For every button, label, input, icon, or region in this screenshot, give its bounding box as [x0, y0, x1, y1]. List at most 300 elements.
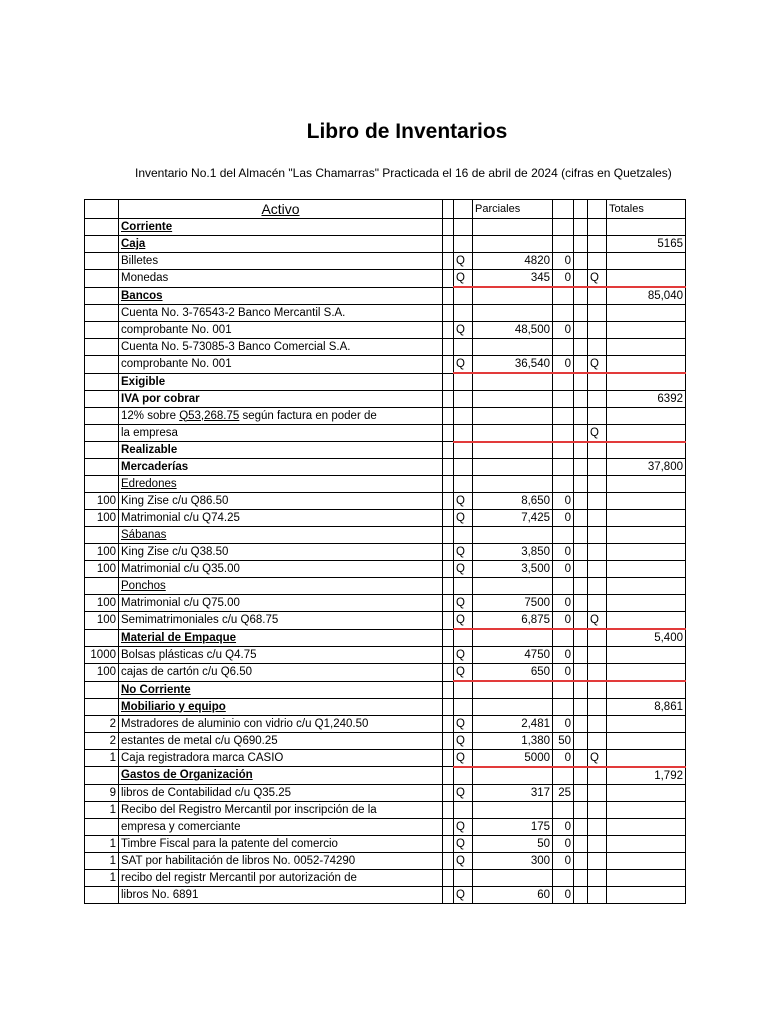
row-currency-parcial	[454, 869, 473, 886]
row-quantity	[85, 390, 119, 407]
row-parcial-cents	[553, 390, 574, 407]
row-spacer	[443, 339, 454, 356]
row-spacer	[574, 253, 588, 270]
row-spacer	[574, 270, 588, 288]
row-currency-total	[588, 253, 607, 270]
row-parcial-amount: 650	[473, 664, 553, 682]
row-parcial-amount: 7,425	[473, 510, 553, 527]
row-parcial-cents	[553, 219, 574, 236]
row-parcial-amount	[473, 767, 553, 785]
row-parcial-amount	[473, 339, 553, 356]
inventory-table	[84, 199, 686, 904]
row-spacer	[443, 732, 454, 749]
row-parcial-amount	[473, 236, 553, 253]
row-description: SAT por habilitación de libros No. 0052-74290	[119, 852, 443, 869]
table-row	[85, 612, 686, 630]
row-total-amount	[607, 835, 686, 852]
table-row	[85, 424, 686, 442]
table-row	[85, 647, 686, 664]
table-row	[85, 270, 686, 288]
row-currency-total	[588, 287, 607, 305]
row-currency-total: Q	[588, 612, 607, 630]
row-total-amount	[607, 681, 686, 698]
table-row	[85, 818, 686, 835]
row-description	[119, 407, 443, 424]
row-parcial-amount	[473, 424, 553, 442]
row-spacer	[443, 886, 454, 903]
row-parcial-cents	[553, 305, 574, 322]
row-parcial-amount: 8,650	[473, 493, 553, 510]
row-currency-total	[588, 373, 607, 390]
row-description: comprobante No. 001	[119, 322, 443, 339]
row-currency-parcial	[454, 373, 473, 390]
row-spacer	[574, 578, 588, 595]
row-description: Cuenta No. 5-73085-3 Banco Comercial S.A.	[119, 339, 443, 356]
row-quantity	[85, 236, 119, 253]
row-description: King Zise c/u Q86.50	[119, 493, 443, 510]
row-total-amount	[607, 424, 686, 442]
table-row	[85, 322, 686, 339]
row-quantity	[85, 442, 119, 459]
row-description: King Zise c/u Q38.50	[119, 544, 443, 561]
row-currency-total: Q	[588, 356, 607, 374]
row-description: Ponchos	[119, 578, 443, 595]
row-parcial-amount	[473, 373, 553, 390]
row-total-amount	[607, 356, 686, 374]
table-row	[85, 219, 686, 236]
row-total-amount	[607, 476, 686, 493]
row-spacer	[443, 493, 454, 510]
row-quantity	[85, 527, 119, 544]
row-parcial-amount	[473, 219, 553, 236]
row-spacer	[443, 424, 454, 442]
row-parcial-cents: 0	[553, 715, 574, 732]
row-currency-parcial	[454, 681, 473, 698]
row-description: Matrimonial c/u Q75.00	[119, 595, 443, 612]
row-parcial-cents: 0	[553, 270, 574, 288]
row-description: No Corriente	[119, 681, 443, 698]
row-spacer	[574, 373, 588, 390]
row-currency-parcial: Q	[454, 715, 473, 732]
row-spacer	[574, 852, 588, 869]
row-currency-total	[588, 510, 607, 527]
row-currency-total	[588, 476, 607, 493]
row-description: Caja	[119, 236, 443, 253]
row-currency-total: Q	[588, 424, 607, 442]
row-quantity	[85, 270, 119, 288]
row-total-amount	[607, 373, 686, 390]
row-currency-total	[588, 561, 607, 578]
row-parcial-amount	[473, 305, 553, 322]
table-row	[85, 784, 686, 801]
row-spacer	[574, 407, 588, 424]
table-row	[85, 578, 686, 595]
row-spacer	[443, 852, 454, 869]
row-parcial-amount: 1,380	[473, 732, 553, 749]
row-currency-parcial: Q	[454, 664, 473, 682]
row-description: Mobiliario y equipo	[119, 698, 443, 715]
row-quantity	[85, 629, 119, 647]
row-spacer	[574, 818, 588, 835]
row-quantity: 100	[85, 595, 119, 612]
row-quantity	[85, 818, 119, 835]
row-currency-total	[588, 322, 607, 339]
row-quantity	[85, 356, 119, 374]
row-currency-parcial	[454, 407, 473, 424]
row-parcial-cents	[553, 407, 574, 424]
row-total-amount	[607, 493, 686, 510]
row-parcial-cents	[553, 459, 574, 476]
row-currency-total	[588, 493, 607, 510]
row-parcial-amount: 2,481	[473, 715, 553, 732]
row-spacer	[574, 442, 588, 459]
row-quantity	[85, 322, 119, 339]
header-spacer-cell	[443, 200, 454, 219]
row-spacer	[443, 219, 454, 236]
row-currency-parcial	[454, 287, 473, 305]
row-currency-total	[588, 527, 607, 544]
row-parcial-amount	[473, 578, 553, 595]
row-description: Corriente	[119, 219, 443, 236]
table-header-row	[85, 200, 686, 219]
row-quantity: 100	[85, 544, 119, 561]
table-row	[85, 407, 686, 424]
row-parcial-cents: 0	[553, 612, 574, 630]
row-description: IVA por cobrar	[119, 390, 443, 407]
row-total-amount	[607, 578, 686, 595]
row-total-amount	[607, 270, 686, 288]
table-row	[85, 869, 686, 886]
row-currency-parcial: Q	[454, 886, 473, 903]
row-quantity	[85, 219, 119, 236]
table-row	[85, 852, 686, 869]
table-row	[85, 339, 686, 356]
row-parcial-amount: 300	[473, 852, 553, 869]
row-parcial-cents: 0	[553, 664, 574, 682]
row-description: Semimatrimoniales c/u Q68.75	[119, 612, 443, 630]
table-row	[85, 749, 686, 767]
row-currency-parcial: Q	[454, 749, 473, 767]
row-total-amount	[607, 561, 686, 578]
row-currency-total	[588, 732, 607, 749]
row-quantity	[85, 476, 119, 493]
row-total-amount	[607, 322, 686, 339]
row-quantity	[85, 407, 119, 424]
header-spacer-cell	[574, 200, 588, 219]
row-quantity: 1000	[85, 647, 119, 664]
row-currency-parcial	[454, 339, 473, 356]
row-parcial-cents	[553, 339, 574, 356]
row-currency-parcial	[454, 767, 473, 785]
row-spacer	[574, 869, 588, 886]
row-parcial-cents	[553, 698, 574, 715]
row-parcial-cents	[553, 629, 574, 647]
row-spacer	[574, 424, 588, 442]
row-spacer	[443, 476, 454, 493]
row-parcial-amount: 60	[473, 886, 553, 903]
row-description: Matrimonial c/u Q35.00	[119, 561, 443, 578]
row-spacer	[443, 527, 454, 544]
row-total-amount	[607, 801, 686, 818]
row-currency-total: Q	[588, 270, 607, 288]
row-description: Sábanas	[119, 527, 443, 544]
row-parcial-amount: 317	[473, 784, 553, 801]
row-spacer	[574, 287, 588, 305]
row-spacer	[574, 527, 588, 544]
table-row	[85, 527, 686, 544]
row-currency-total	[588, 818, 607, 835]
row-spacer	[443, 356, 454, 374]
row-currency-parcial: Q	[454, 784, 473, 801]
row-spacer	[574, 459, 588, 476]
row-currency-total	[588, 869, 607, 886]
row-parcial-amount: 48,500	[473, 322, 553, 339]
row-spacer	[443, 322, 454, 339]
row-description: Monedas	[119, 270, 443, 288]
row-spacer	[443, 801, 454, 818]
row-quantity: 2	[85, 732, 119, 749]
row-spacer	[443, 305, 454, 322]
row-parcial-amount: 4750	[473, 647, 553, 664]
row-total-amount	[607, 647, 686, 664]
row-parcial-amount: 175	[473, 818, 553, 835]
row-currency-parcial: Q	[454, 852, 473, 869]
row-description: Timbre Fiscal para la patente del comercio	[119, 835, 443, 852]
row-parcial-amount	[473, 459, 553, 476]
table-row	[85, 253, 686, 270]
row-total-amount	[607, 784, 686, 801]
row-parcial-cents: 0	[553, 356, 574, 374]
row-spacer	[574, 493, 588, 510]
row-spacer	[443, 595, 454, 612]
row-parcial-amount: 3,500	[473, 561, 553, 578]
row-quantity: 100	[85, 612, 119, 630]
row-spacer	[574, 390, 588, 407]
row-currency-total	[588, 835, 607, 852]
table-row	[85, 732, 686, 749]
row-parcial-cents: 0	[553, 647, 574, 664]
row-spacer	[443, 749, 454, 767]
row-quantity	[85, 698, 119, 715]
row-spacer	[443, 629, 454, 647]
row-parcial-cents: 0	[553, 886, 574, 903]
row-spacer	[443, 510, 454, 527]
row-parcial-amount	[473, 390, 553, 407]
header-activo: Activo	[119, 200, 443, 219]
row-total-amount: 5165	[607, 236, 686, 253]
table-row	[85, 544, 686, 561]
row-currency-parcial: Q	[454, 732, 473, 749]
row-currency-total	[588, 236, 607, 253]
row-spacer	[443, 578, 454, 595]
row-spacer	[574, 784, 588, 801]
row-parcial-amount	[473, 476, 553, 493]
row-spacer	[574, 612, 588, 630]
row-currency-parcial: Q	[454, 647, 473, 664]
row-spacer	[443, 869, 454, 886]
row-currency-total	[588, 390, 607, 407]
row-quantity: 1	[85, 869, 119, 886]
table-row	[85, 681, 686, 698]
row-total-amount	[607, 715, 686, 732]
table-row	[85, 510, 686, 527]
row-total-amount: 8,861	[607, 698, 686, 715]
row-currency-parcial	[454, 305, 473, 322]
row-currency-parcial	[454, 459, 473, 476]
row-spacer	[443, 698, 454, 715]
row-currency-total	[588, 219, 607, 236]
row-description: recibo del registr Mercantil por autorización de	[119, 869, 443, 886]
row-currency-total: Q	[588, 749, 607, 767]
row-spacer	[574, 886, 588, 903]
row-spacer	[574, 322, 588, 339]
row-description: Gastos de Organización	[119, 767, 443, 785]
row-parcial-cents: 0	[553, 510, 574, 527]
row-parcial-cents: 0	[553, 835, 574, 852]
header-currency-cell	[454, 200, 473, 219]
row-currency-parcial	[454, 442, 473, 459]
row-quantity: 100	[85, 664, 119, 682]
row-quantity	[85, 424, 119, 442]
row-parcial-amount	[473, 442, 553, 459]
row-parcial-cents	[553, 527, 574, 544]
row-currency-total	[588, 629, 607, 647]
row-spacer	[443, 664, 454, 682]
row-spacer	[443, 373, 454, 390]
table-row	[85, 698, 686, 715]
row-spacer	[443, 818, 454, 835]
table-row	[85, 835, 686, 852]
row-currency-parcial: Q	[454, 510, 473, 527]
row-description: estantes de metal c/u Q690.25	[119, 732, 443, 749]
table-row	[85, 715, 686, 732]
row-spacer	[443, 612, 454, 630]
row-currency-total	[588, 664, 607, 682]
row-quantity	[85, 578, 119, 595]
row-description: Bancos	[119, 287, 443, 305]
table-row	[85, 236, 686, 253]
row-spacer	[443, 253, 454, 270]
row-currency-parcial	[454, 236, 473, 253]
row-description: Realizable	[119, 442, 443, 459]
row-description: libros No. 6891	[119, 886, 443, 903]
row-spacer	[574, 664, 588, 682]
row-total-amount	[607, 852, 686, 869]
row-currency-parcial	[454, 390, 473, 407]
header-cents-cell	[553, 200, 574, 219]
row-total-amount: 5,400	[607, 629, 686, 647]
row-currency-total	[588, 407, 607, 424]
row-parcial-cents	[553, 373, 574, 390]
description-prefix: 12% sobre	[121, 409, 180, 422]
table-row	[85, 459, 686, 476]
row-spacer	[574, 732, 588, 749]
header-qty-cell	[85, 200, 119, 219]
row-parcial-cents	[553, 442, 574, 459]
row-parcial-amount	[473, 287, 553, 305]
row-total-amount	[607, 749, 686, 767]
row-spacer	[443, 270, 454, 288]
row-total-amount	[607, 219, 686, 236]
row-quantity	[85, 339, 119, 356]
row-parcial-cents	[553, 287, 574, 305]
row-currency-parcial: Q	[454, 322, 473, 339]
row-spacer	[443, 236, 454, 253]
row-currency-total	[588, 305, 607, 322]
row-parcial-amount: 345	[473, 270, 553, 288]
row-quantity: 100	[85, 561, 119, 578]
row-parcial-cents: 0	[553, 322, 574, 339]
row-quantity	[85, 767, 119, 785]
row-total-amount	[607, 339, 686, 356]
row-currency-total	[588, 852, 607, 869]
row-currency-total	[588, 767, 607, 785]
row-parcial-amount	[473, 698, 553, 715]
row-parcial-amount: 3,850	[473, 544, 553, 561]
row-total-amount	[607, 818, 686, 835]
row-currency-total	[588, 595, 607, 612]
header-totales: Totales	[607, 200, 686, 219]
table-row	[85, 767, 686, 785]
row-quantity: 1	[85, 835, 119, 852]
row-spacer	[443, 390, 454, 407]
row-spacer	[574, 629, 588, 647]
row-parcial-cents: 0	[553, 253, 574, 270]
row-parcial-cents	[553, 476, 574, 493]
row-currency-parcial	[454, 219, 473, 236]
row-parcial-cents	[553, 236, 574, 253]
row-spacer	[574, 339, 588, 356]
row-description: Billetes	[119, 253, 443, 270]
row-parcial-amount: 50	[473, 835, 553, 852]
row-quantity: 1	[85, 801, 119, 818]
row-parcial-amount: 5000	[473, 749, 553, 767]
row-total-amount	[607, 407, 686, 424]
row-currency-parcial	[454, 527, 473, 544]
row-parcial-cents: 0	[553, 749, 574, 767]
row-currency-total	[588, 886, 607, 903]
row-currency-parcial: Q	[454, 595, 473, 612]
row-spacer	[574, 681, 588, 698]
row-parcial-amount: 6,875	[473, 612, 553, 630]
row-quantity	[85, 305, 119, 322]
row-parcial-amount	[473, 629, 553, 647]
row-currency-parcial: Q	[454, 835, 473, 852]
row-currency-total	[588, 578, 607, 595]
row-currency-parcial: Q	[454, 493, 473, 510]
row-quantity: 100	[85, 493, 119, 510]
row-spacer	[443, 544, 454, 561]
row-parcial-cents: 0	[553, 818, 574, 835]
document-title: Libro de Inventarios	[306, 120, 508, 143]
row-description: empresa y comerciante	[119, 818, 443, 835]
row-parcial-amount	[473, 801, 553, 818]
row-currency-total	[588, 681, 607, 698]
row-spacer	[443, 715, 454, 732]
row-currency-parcial	[454, 698, 473, 715]
row-total-amount	[607, 544, 686, 561]
description-underlined-amount: Q53,268.75	[179, 409, 240, 422]
row-total-amount	[607, 595, 686, 612]
row-quantity	[85, 253, 119, 270]
row-spacer	[574, 236, 588, 253]
row-quantity: 100	[85, 510, 119, 527]
row-parcial-amount: 4820	[473, 253, 553, 270]
row-description: Exigible	[119, 373, 443, 390]
header-parciales: Parciales	[473, 200, 553, 219]
row-spacer	[574, 767, 588, 785]
row-total-amount: 85,040	[607, 287, 686, 305]
